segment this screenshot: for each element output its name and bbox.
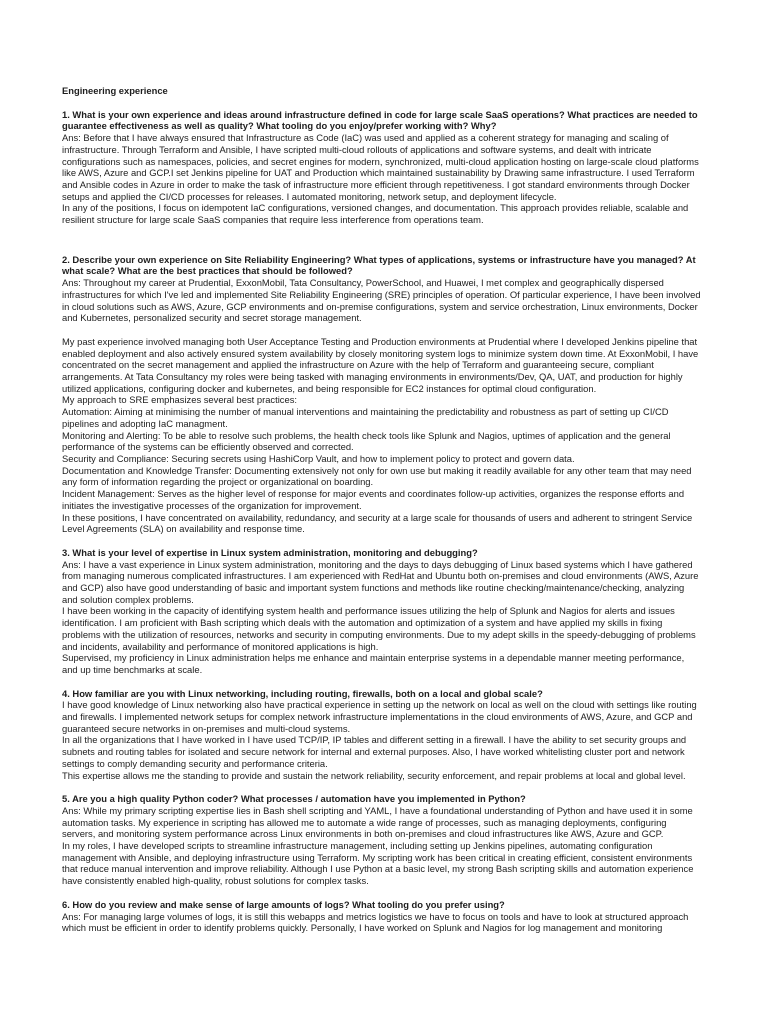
section-4 [62,688,702,782]
section-5 [62,793,702,887]
document-title: Engineering experience [62,85,168,96]
answer-2-paragraph-5: Monitoring and Alerting: To be able to resolve such problems, the health check tools like Splunk and Nagios, uptimes of application and the general performance of the systems can be efficiently observed and corrected. [62,429,671,453]
answer-2-paragraph-7: Documentation and Knowledge Transfer: Documenting extensively not only for own use but making it readily available for any other team that may need any form of information regarding the project or organizational on boarding. [62,464,692,488]
answer-2-paragraph-8: Incident Management: Serves as the higher level of response for major events and coordinates follow-up activities, organizes the response efforts and initiates the investigative processes of the organization for improvement. [62,488,685,511]
question-5: 5. Are you a high quality Python coder? What processes / automation have you implemented in Python? [62,793,526,805]
answer-4-paragraph-3: This expertise allows me the standing to provide and sustain the network reliability, security enforcement, and repair problems at local and global level. [62,769,686,781]
section-3 [62,547,702,676]
document-page [62,85,702,946]
answer-2-paragraph-2: My past experience involved managing both User Acceptance Testing and Production environments at Prudential where I developed Jenkins pipeline that enabled deployment and also actively ensured system availability by closely monitoring system logs to minimize system down time. At ExxonMobil, I have concentrated on the secret management and applied the infrastructure on Azure with the help of Terraform and guaranteeing secure, compliant arrangements. At Tata Consultancy my roles were being tasked with managing environments in environments/Dev, QA, UAT, and production for highly utilized applications, configuring docker and kubernetes, and being responsible for EC2 instances for optimal cloud configuration. [62,335,699,394]
answer-2-paragraph-6: Security and Compliance: Securing secrets using HashiCorp Vault, and how to implement policy to protect and govern data. [62,452,575,464]
answer-3-paragraph-3: Supervised, my proficiency in Linux administration helps me enhance and maintain enterprise systems in a dependable manner meeting performance, and up time benchmarks at scale. [62,652,685,675]
answer-5-paragraph-2: In my roles, I have developed scripts to streamline infrastructure management, including setting up Jenkins pipelines, automating configuration management with Ansible, and deploying infrastructure using Terraform. My scripting work has been critical in creating efficient, consistent environments that reduce manual intervention and improve reliability. Although I use Python at a basic level, my strong Bash scripting skills and automation experience have consistently enabled high-quality, robust solutions for complex tasks. [62,840,694,887]
answer-4-paragraph-2: In all the organizations that I have worked in I have used TCP/IP, IP tables and different setting in a firewall. I have the ability to set security groups and subnets and routing tables for isolated and secure network for internal and external purposes. Also, I have worked whitelisting cluster port and network settings to comply demanding security and performance criteria. [62,734,687,769]
section-6 [62,899,702,934]
section-1 [62,109,702,226]
answer-2-paragraph-4: Automation: Aiming at minimising the number of manual interventions and maintaining the predictability and robustness as part of setting up CI/CD pipelines and adopting IaC managment. [62,406,669,429]
answer-4-paragraph-1: I have good knowledge of Linux networking also have practical experience in setting up the network on local as well on the cloud with settings like routing and firewalls. I implemented network setups for complex network infrastructure implementations in the cloud environments of AWS, Azure, and GCP and guaranteed secure networks in on-premises and multi-cloud systems. [62,699,697,734]
question-4: 4. How familiar are you with Linux networking, including routing, firewalls, both on a local and global scale? [62,687,543,699]
blank-line [62,324,702,336]
answer-2-paragraph-9: In these positions, I have concentrated on availability, redundancy, and security at a large scale for thousands of users and adherent to stringent Service Level Agreements (SLA) on availability and response time. [62,511,693,535]
answer-6-paragraph-1: Ans: For managing large volumes of logs, it is still this webapps and metrics logistics we have to focus on tools and have to look at structured approach which must be efficient in order to identify problems quickly. Personally, I have worked on Splunk and Nagios for log management and monitoring [62,910,689,934]
answer-1-paragraph-1: Ans: Before that I have always ensured that Infrastructure as Code (IaC) was used and applied as a coherent strategy for managing and scaling of infrastructure. Through Terraform and Ansible, I have scripted multi-cloud rollouts of applications and software systems, and dealt with intricate configurations such as namespaces, policies, and secret engines for modern, synchronized, multi-cloud application hosting on large-scale cloud platforms like AWS, Azure and GCP.I set Jenkins pipeline for UAT and Production which maintained sustainability by Drawing same infrastructure. I used Terraform and Ansible codes in Azure in order to make the task of infrastructure more efficient through repetitiveness. I got standard environments through Docker setups and applied the CI/CD processes for releases. I automated monitoring, network setup, and deployment lifecycle. [62,132,699,202]
answer-5-paragraph-1: Ans: While my primary scripting expertise lies in Bash shell scripting and YAML, I have a foundational understanding of Python and have used it in some automation tasks. My experience in scripting has allowed me to automate a wide range of processes, such as managing deployments, configuring servers, and monitoring system performance across Linux environments in both on-premises and cloud infrastructures like AWS, Azure and GCP. [62,804,693,840]
answer-2-paragraph-3: My approach to SRE emphasizes several best practices: [62,394,298,406]
answer-3-paragraph-1: Ans: I have a vast experience in Linux system administration, monitoring and the days to days debugging of Linux based systems which I have gathered from managing numerous complicated infrastructures. I am experienced with RedHat and Ubuntu both on-premises and cloud environments (AWS, Azure and GCP) also have good understanding of basic and important system functions and methods like routine checking/maintenance/checking, analyzing and solution complex problems. [62,558,699,605]
section-2 [62,254,702,535]
question-6: 6. How do you review and make sense of large amounts of logs? What tooling do you prefer using? [62,898,505,910]
answer-1-paragraph-2: In any of the positions, I focus on idempotent IaC configurations, versioned changes, and documentation. This approach provides reliable, scalable and resilient structure for large scale SaaS companies that require less interference from operations team. [62,202,689,226]
question-3: 3. What is your level of expertise in Linux system administration, monitoring and debugging? [62,546,478,558]
question-2: 2. Describe your own experience on Site Reliability Engineering? What types of applications, systems or infrastructure have you managed? At what scale? What are the best practices that should be followed? [62,253,696,277]
answer-3-paragraph-2: I have been working in the capacity of identifying system health and performance issues utilizing the help of Splunk and Nagios for alerts and issues identification. I am proficient with Bash scripting which deals with the automation and optimization of a system and have applied my skills in fixing problems with the utilization of resources, networks and security in computing environments. Due to my adept skills in the speedy-debugging of problems and incidents, availability and performance of monitored applications is high. [62,605,696,652]
question-1: 1. What is your own experience and ideas around infrastructure defined in code for large scale SaaS operations? What practices are needed to guarantee effectiveness as well as quality? What tooling do you enjoy/prefer working with? Why? [62,108,698,132]
answer-2-paragraph-1: Ans: Throughout my career at Prudential, ExxonMobil, Tata Consultancy, PowerSchool, and Huawei, I met complex and geographically dispersed infrastructures for which I've led and implemented Site Reliability Engineering (SRE) principles of operation. Of particular experience, I have been involved in cloud solutions such as AWS, Azure, GCP environments and on-premise configurations, system and service orchestration, Linux environments, Docker and Kubernetes, personalized security and secret storage management. [62,277,701,324]
